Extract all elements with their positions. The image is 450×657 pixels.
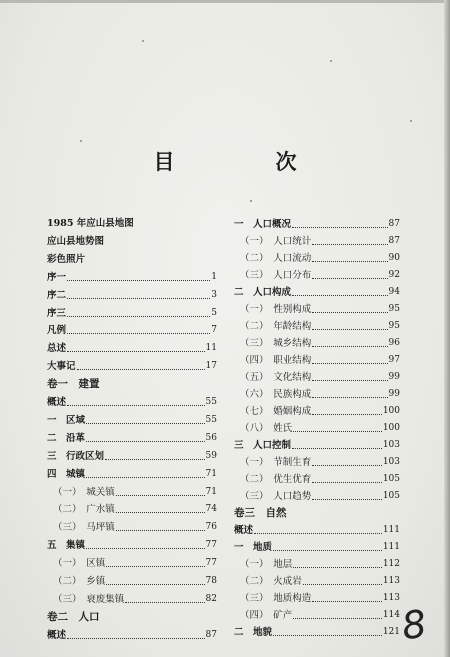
- toc-entry-label: （二） 人口流动: [240, 253, 312, 264]
- toc-entry-label: 四 城镇: [47, 468, 86, 480]
- toc-page-number: 1: [211, 271, 217, 282]
- toc-page-number: 112: [382, 559, 400, 569]
- toc-entry-label: （五） 文化结构: [240, 372, 312, 383]
- toc-dot-leader: [312, 465, 382, 466]
- toc-dot-leader: [293, 431, 382, 432]
- toc-entry-label: 序二: [47, 289, 67, 301]
- toc-entry-label: 二 地貌: [234, 627, 273, 638]
- toc-dot-leader: [67, 333, 210, 334]
- toc-page-number: 113: [382, 593, 400, 603]
- toc-dot-leader: [312, 329, 387, 330]
- toc-dot-leader: [86, 477, 205, 478]
- toc-page-number: 121: [382, 627, 400, 637]
- toc-entry: [234, 471, 400, 486]
- toc-page-number: 78: [205, 576, 217, 586]
- toc-dot-leader: [106, 566, 204, 567]
- toc-page-number: 95: [388, 304, 400, 314]
- scan-speck: [80, 140, 82, 142]
- toc-dot-leader: [312, 601, 382, 602]
- toc-dot-leader: [67, 280, 210, 281]
- toc-page-number: 105: [382, 491, 400, 501]
- toc-dot-leader: [292, 227, 388, 228]
- toc-page-number: 77: [205, 540, 217, 551]
- toc-entry: [47, 233, 217, 248]
- toc-dot-leader: [312, 499, 382, 500]
- toc-page-number: 111: [382, 542, 400, 552]
- toc-entry-label: （二） 年龄结构: [240, 321, 312, 332]
- toc-page-number: 103: [382, 457, 400, 467]
- toc-entry-label: 卷一 建置: [47, 378, 100, 391]
- toc-dot-leader: [116, 530, 205, 531]
- toc-entry-label: 凡例: [47, 325, 67, 337]
- toc-entry: [47, 376, 217, 391]
- toc-entry-label: （一） 节制生育: [240, 457, 312, 468]
- toc-entry-label: 二 沿革: [47, 432, 86, 444]
- toc-entry: [47, 591, 217, 606]
- toc-page-number: 82: [205, 593, 217, 604]
- toc-dot-leader: [67, 316, 210, 317]
- toc-entry-label: （八） 姓氏: [240, 423, 293, 434]
- toc-entry: [234, 505, 400, 520]
- toc-page-number: 90: [388, 253, 400, 263]
- toc-entry-label: 应山县地势图: [47, 235, 105, 247]
- toc-dot-leader: [312, 244, 387, 245]
- toc-page-number: 3: [211, 289, 217, 300]
- toc-entry-label: （二） 广水镇: [53, 504, 115, 516]
- toc-dot-leader: [312, 278, 387, 279]
- toc-entry: [234, 454, 400, 469]
- toc-entry: [47, 501, 217, 516]
- toc-entry: [234, 624, 400, 639]
- toc-entry: [47, 269, 217, 284]
- toc-dot-leader: [292, 295, 388, 296]
- toc-entry: [47, 609, 217, 624]
- toc-dot-leader: [116, 512, 205, 513]
- toc-dot-leader: [77, 369, 205, 370]
- toc-dot-leader: [312, 261, 387, 262]
- toc-page-number: 111: [382, 525, 400, 535]
- toc-page-number: 99: [388, 372, 400, 382]
- toc-entry: [47, 484, 217, 499]
- toc-dot-leader: [125, 602, 204, 603]
- toc-entry-label: （一） 城关镇: [53, 486, 115, 498]
- toc-dot-leader: [273, 550, 382, 551]
- toc-dot-leader: [67, 405, 205, 406]
- page-title: 目 次: [153, 149, 337, 174]
- toc-entry-label: （一） 人口统计: [240, 236, 312, 247]
- toc-entry-label: 序三: [47, 307, 67, 319]
- scan-speck: [250, 200, 252, 202]
- toc-entry: [234, 522, 400, 537]
- toc-entry-label: （七） 婚姻构成: [240, 406, 312, 417]
- toc-entry: [234, 488, 400, 503]
- toc-entry-label: 1985 年应山县地图: [47, 218, 134, 229]
- toc-entry-label: 二 人口构成: [234, 287, 292, 298]
- toc-page-number: 87: [388, 236, 400, 246]
- toc-entry: [234, 403, 400, 418]
- toc-entry-label: 序一: [47, 271, 67, 283]
- toc-entry-label: 概述: [234, 525, 254, 536]
- page-top-edge: [0, 0, 450, 3]
- toc-entry: [47, 287, 217, 302]
- toc-entry: [47, 322, 217, 337]
- toc-entry-label: （一） 性别构成: [240, 304, 312, 315]
- toc-entry: [234, 590, 400, 605]
- toc-dot-leader: [312, 397, 387, 398]
- toc-entry: [234, 284, 400, 299]
- toc-page-number: 113: [382, 576, 400, 586]
- toc-entry-label: （三） 马坪镇: [53, 522, 115, 534]
- toc-entry-label: 总述: [47, 343, 67, 355]
- toc-entry-label: 大事记: [47, 361, 76, 373]
- toc-page-number: 97: [388, 355, 400, 365]
- toc-page-number: 76: [205, 522, 217, 533]
- toc-dot-leader: [116, 495, 205, 496]
- toc-dot-leader: [67, 298, 210, 299]
- toc-entry: [234, 420, 400, 435]
- toc-entry: [234, 369, 400, 384]
- toc-page-number: 95: [388, 321, 400, 331]
- toc-dot-leader: [86, 423, 205, 424]
- scan-speck: [330, 60, 332, 62]
- toc-entry: [47, 466, 217, 481]
- toc-dot-leader: [105, 459, 205, 460]
- toc-entry-label: （三） 衰废集镇: [53, 593, 125, 605]
- toc-entry: [47, 627, 217, 642]
- toc-entry: [234, 607, 400, 622]
- toc-entry-label: （二） 优生优育: [240, 474, 312, 485]
- toc-entry: [47, 555, 217, 570]
- toc-entry-label: （二） 火成岩: [240, 576, 302, 587]
- toc-entry-label: 五 集镇: [47, 540, 86, 552]
- toc-page-number: 87: [388, 219, 400, 229]
- toc-page-number: 100: [382, 423, 400, 433]
- toc-entry-label: （三） 地质构造: [240, 593, 312, 604]
- toc-dot-leader: [312, 312, 387, 313]
- toc-page-number: 56: [205, 432, 217, 443]
- toc-entry-label: 卷三 自然: [234, 507, 287, 519]
- toc-page-number: 74: [205, 504, 217, 515]
- toc-entry: [47, 394, 217, 409]
- toc-entry: [234, 539, 400, 554]
- toc-dot-leader: [303, 584, 382, 585]
- toc-entry-label: （三） 人口趋势: [240, 491, 312, 502]
- toc-entry: [234, 556, 400, 571]
- toc-entry-label: 概述: [47, 629, 67, 641]
- scan-speck: [142, 40, 144, 42]
- toc-entry: [47, 215, 217, 230]
- toc-page-number: 11: [205, 343, 217, 354]
- toc-entry-label: 一 人口概况: [234, 219, 292, 230]
- toc-dot-leader: [293, 567, 382, 568]
- toc-page-number: 100: [382, 406, 400, 416]
- toc-entry-label: 一 区域: [47, 414, 86, 426]
- toc-page-number: 17: [205, 361, 217, 372]
- toc-entry-label: （二） 乡镇: [53, 576, 106, 587]
- toc-entry: [47, 448, 217, 463]
- toc-dot-leader: [292, 448, 382, 449]
- toc-page-number: 7: [211, 325, 217, 336]
- toc-entry-label: （四） 矿产: [240, 610, 293, 621]
- toc-dot-leader: [86, 548, 205, 549]
- toc-entry-label: （一） 地层: [240, 559, 293, 570]
- toc-page-number: 87: [205, 629, 217, 640]
- toc-entry: [234, 318, 400, 333]
- toc-entry-label: 卷二 人口: [47, 610, 100, 623]
- toc-dot-leader: [293, 618, 382, 619]
- toc-entry: [234, 250, 400, 265]
- toc-dot-leader: [273, 635, 382, 636]
- toc-entry: [234, 267, 400, 282]
- toc-dot-leader: [312, 346, 387, 347]
- toc-entry: [47, 251, 217, 266]
- toc-entry: [47, 519, 217, 534]
- scan-speck: [410, 120, 412, 122]
- toc-entry: [47, 573, 217, 588]
- toc-page-number: 59: [205, 450, 217, 461]
- toc-entry-label: （一） 区镇: [53, 558, 106, 570]
- page-right-edge: [444, 0, 450, 657]
- toc-entry: [234, 352, 400, 367]
- toc-entry-label: 一 地质: [234, 542, 273, 553]
- toc-dot-leader: [106, 584, 204, 585]
- toc-entry-label: 三 行政区划: [47, 450, 105, 462]
- toc-entry-label: 概述: [47, 397, 67, 408]
- toc-dot-leader: [312, 482, 382, 483]
- toc-entry: [47, 430, 217, 445]
- toc-dot-leader: [312, 380, 387, 381]
- toc-entry: [234, 573, 400, 588]
- toc-dot-leader: [67, 638, 205, 639]
- toc-page-number: 105: [382, 474, 400, 484]
- toc-page-number: 103: [382, 440, 400, 450]
- toc-dot-leader: [86, 441, 205, 442]
- toc-entry-label: （三） 城乡结构: [240, 338, 312, 349]
- toc-page-number: 94: [388, 287, 400, 297]
- toc-page-number: 55: [205, 397, 217, 407]
- handwritten-page-mark: 8: [398, 601, 429, 649]
- toc-entry: [47, 412, 217, 427]
- toc-dot-leader: [312, 414, 382, 415]
- toc-entry: [234, 233, 400, 248]
- toc-dot-leader: [67, 351, 205, 352]
- toc-entry: [47, 305, 217, 320]
- toc-page-number: 71: [205, 468, 217, 479]
- toc-entry-label: （三） 人口分布: [240, 270, 312, 281]
- toc-page-number: 99: [388, 389, 400, 399]
- toc-page-number: 55: [205, 414, 217, 425]
- toc-dot-leader: [312, 363, 387, 364]
- toc-entry-label: 三 人口控制: [234, 440, 292, 451]
- toc-entry: [234, 335, 400, 350]
- toc-entry: [47, 340, 217, 355]
- toc-entry: [47, 358, 217, 373]
- toc-entry: [47, 537, 217, 552]
- toc-entry: [234, 216, 400, 231]
- toc-page-number: 92: [388, 270, 400, 280]
- toc-page-number: 114: [382, 610, 400, 620]
- toc-entry: [234, 301, 400, 316]
- toc-entry-label: （六） 民族构成: [240, 389, 312, 400]
- toc-entry: [234, 437, 400, 452]
- toc-dot-leader: [254, 533, 382, 534]
- toc-entry-label: 彩色照片: [47, 253, 86, 265]
- toc-entry-label: （四） 职业结构: [240, 355, 312, 366]
- toc-page-number: 5: [211, 307, 217, 318]
- toc-page-number: 77: [205, 558, 217, 569]
- toc-page-number: 71: [205, 486, 217, 497]
- toc-page-number: 96: [388, 338, 400, 348]
- toc-entry: [234, 386, 400, 401]
